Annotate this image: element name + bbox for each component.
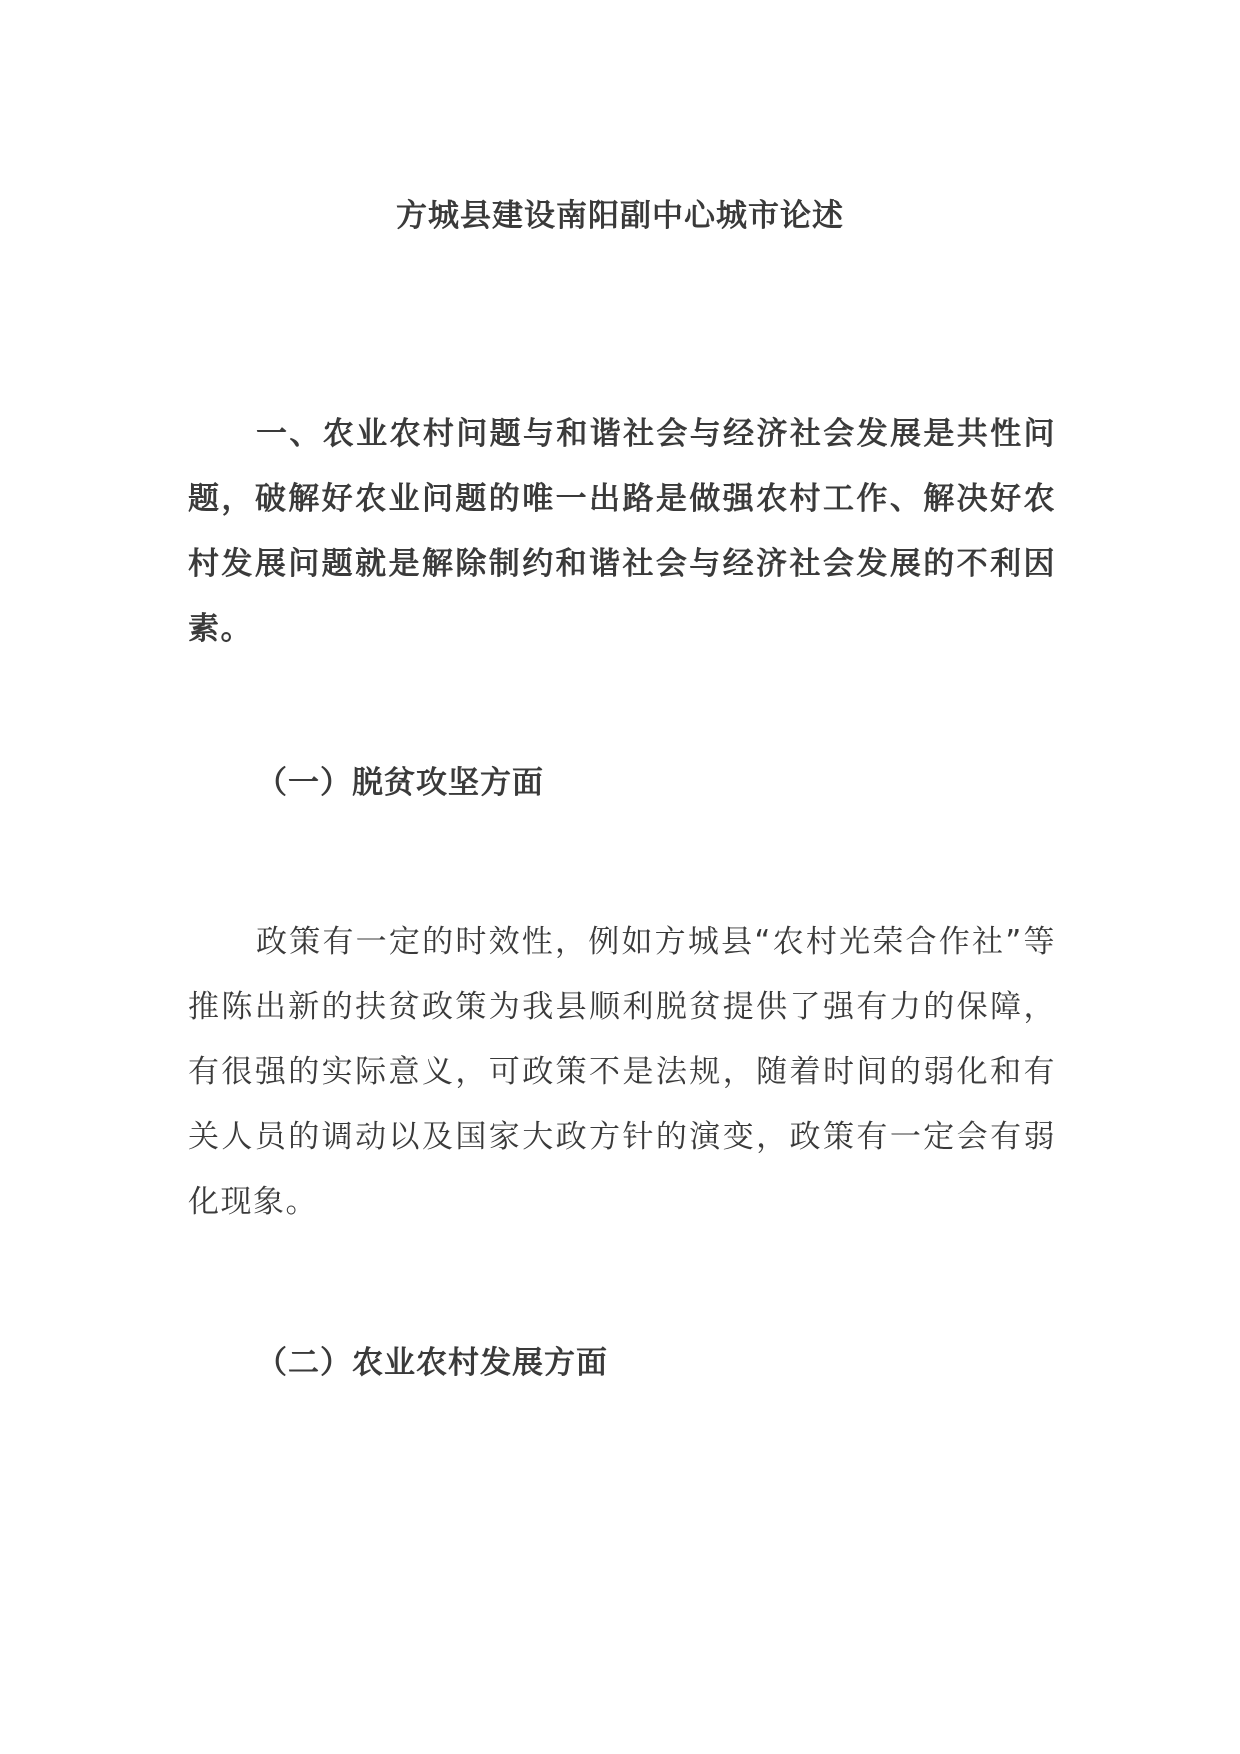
section-heading: 一、农业农村问题与和谐社会与经济社会发展是共性问题，破解好农业问题的唯一出路是做强农村工作、解决好农村发展问题就是解除制约和谐社会与经济社会发展的不利因素。 bbox=[188, 416, 1056, 647]
subsection-body-1: 政策有一定的时效性，例如方城县“农村光荣合作社”等推陈出新的扶贫政策为我县顺利脱贫提供了强有力的保障，有很强的实际意义，可政策不是法规，随着时间的弱化和有关人员的调动以及国家大政方针的演变，政策有一定会有弱化现象。 bbox=[188, 924, 1056, 1220]
subsection-heading-1: （一）脱贫攻坚方面 bbox=[256, 765, 544, 801]
subsection-heading-2: （二）农业农村发展方面 bbox=[256, 1345, 608, 1381]
document-title: 方城县建设南阳副中心城市论述 bbox=[396, 197, 844, 234]
